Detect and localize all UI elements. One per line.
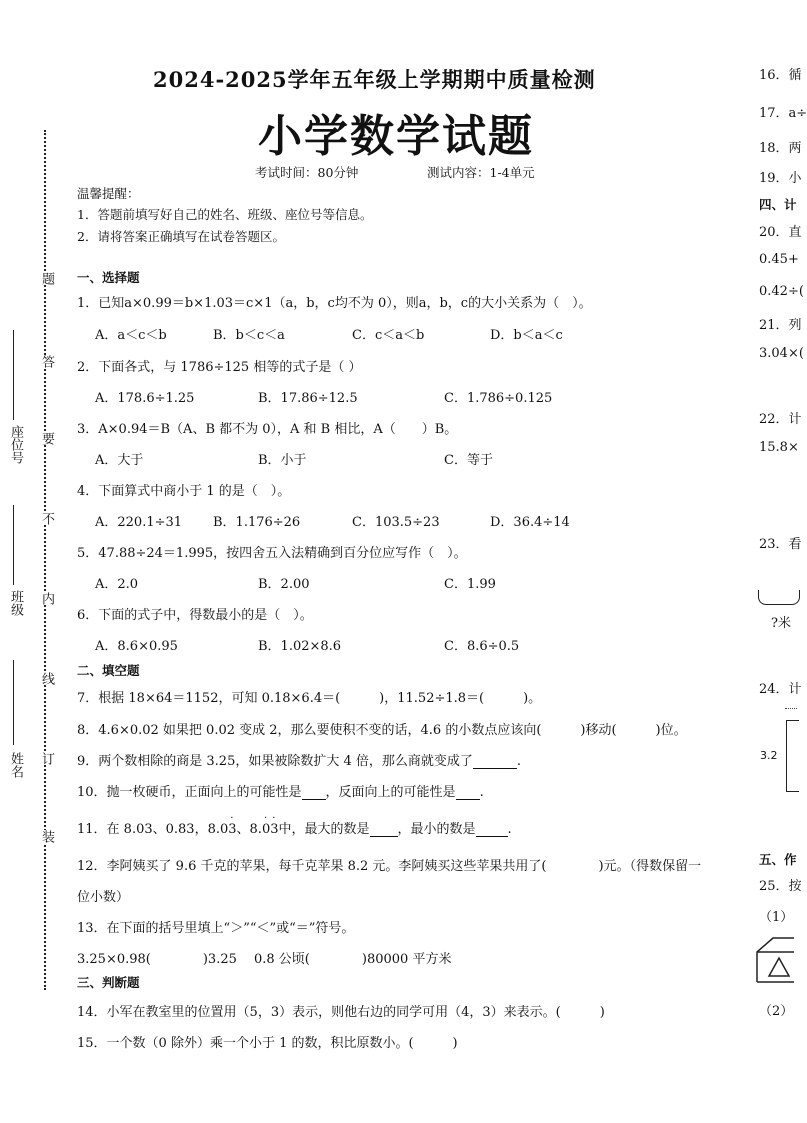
right-col-text: 17．a÷ [759,106,807,121]
question-9: 9．两个数相除的商是 3.25，如果被除数扩大 4 倍，那么商就变成了 . [77,754,522,769]
right-col-text: 22．计 [759,412,802,427]
right-col-text: 3.04×( [759,346,804,361]
brace-shape [758,590,800,605]
right-col-text: 24．计 [759,682,802,697]
question-12: 12．李阿姨买了 9.6 千克的苹果，每千克苹果 8.2 元。李阿姨买这些苹果共用了( )元。（得数保留一 [77,859,702,874]
option: B．17.86÷12.5 [258,391,358,406]
option: D．b＜a＜c [490,328,563,343]
question-14: 14．小军在教室里的位置用（5，3）表示，则他右边的同学可用（4，3）来表示。( ) [77,1005,605,1020]
question-3: 3．A×0.94＝B（A、B 都不为 0），A 和 B 相比，A（ ）B。 [77,422,458,437]
section-fill-title: 二、填空题 [77,663,140,678]
right-col-text: 20．直 [759,225,802,240]
option: A．178.6÷1.25 [95,391,195,406]
right-col-text: 0.42÷( [759,284,804,299]
section-judge-title: 三、判断题 [77,975,140,990]
option: B．1.02×8.6 [258,639,342,654]
seal-char: 不 [39,512,54,525]
question-1: 1．已知a×0.99＝b×1.03＝c×1（a，b，c均不为 0），则a，b，c的大小关系为（ ）。 [77,296,592,311]
seat-label: 座位号 [8,425,23,464]
house-figure [755,932,794,984]
option: A．2.0 [95,577,139,592]
right-col-text: 21．列 [759,318,802,333]
right-col-text: 18．两 [759,141,802,156]
option: B．2.00 [258,577,310,592]
question-2: 2．下面各式，与 1786÷125 相等的式子是（ ） [77,360,362,375]
seal-char: 线 [39,672,54,685]
rectangle-figure [786,720,799,792]
reminder-item: 2．请将答案正确填写在试卷答题区。 [77,229,285,244]
right-col-text: 25．按 [759,879,802,894]
figure-line [785,708,797,710]
seal-char: 内 [39,592,54,605]
question-7: 7．根据 18×64＝1152，可知 0.18×6.4＝( )，11.52÷1.8＝( )。 [77,691,542,706]
option: C．等于 [444,453,493,468]
reminder-head: 温馨提醒： [77,186,140,201]
name-blank-line [13,660,14,745]
option: A．8.6×0.95 [95,639,178,654]
name-label: 姓名 [8,752,23,778]
question-5: 5．47.88÷24＝1.995，按四舍五入法精确到百分位应写作（ ）。 [77,546,467,561]
question-8: 8．4.6×0.02 如果把 0.02 变成 2，那么要使积不变的话，4.6 的小数点应该向( )移动( )位。 [77,723,687,738]
seal-char: 题 [39,272,54,285]
option: A．a＜c＜b [95,328,167,343]
option: B．小于 [258,453,307,468]
class-blank-line [13,505,14,585]
option: A．220.1÷31 [95,515,183,530]
question-12-cont: 位小数） [77,890,130,905]
option: C．103.5÷23 [352,515,440,530]
right-col-text: 四、计 [759,197,797,212]
figure-label: 3.2 [760,749,778,762]
reminder-item: 1．答题前填写好自己的姓名、班级、座位号等信息。 [77,207,373,222]
question-11: 11．在 8.03、0.83，8.03 · 、8.0 · 3 · 中，最大的数是 ，最小的数是 . [77,813,512,837]
right-col-text: 19．小 [759,171,802,186]
seal-char: 要 [39,432,54,445]
dotted-binding-line [44,130,46,990]
right-col-text: 16．循 [759,68,802,83]
right-col-text: 五、作 [759,852,797,867]
question-6: 6．下面的式子中，得数最小的是（ ）。 [77,608,313,623]
question-15: 15．一个数（0 除外）乘一个小于 1 的数，积比原数小。( ) [77,1036,458,1051]
option: B．1.176÷26 [213,515,301,530]
question-13: 13．在下面的括号里填上“＞”“＜”或“＝”符号。 [77,921,355,936]
option: B．b＜c＜a [213,328,285,343]
class-label: 班级 [8,590,23,616]
right-col-text: 15.8× [759,440,799,455]
right-col-text: （2） [759,1004,794,1019]
option: C．8.6÷0.5 [444,639,520,654]
section-choice-title: 一、选择题 [77,270,140,285]
exam-time: 考试时间：80分钟 [255,165,359,180]
seat-blank-line [13,330,14,420]
option: D．36.4÷14 [490,515,570,530]
exam-subtitle: 小学数学试题 [258,111,534,162]
question-4: 4．下面算式中商小于 1 的是（ ）。 [77,484,291,499]
right-col-text: （1） [759,910,794,925]
question-13-items: 3.25×0.98( )3.25 0.8 公顷( )80000 平方米 [77,952,452,967]
right-col-text: 23．看 [759,537,802,552]
option: C．1.99 [444,577,496,592]
seal-char: 答 [39,355,54,368]
option: C．c＜a＜b [352,328,425,343]
option: C．1.786÷0.125 [444,391,553,406]
question-10: 10．抛一枚硬币，正面向上的可能性是 ，反面向上的可能性是 . [77,785,484,800]
right-col-text: 0.45+ [759,252,799,267]
exam-content: 测试内容：1-4单元 [427,165,535,180]
seal-char: 装 [39,830,54,843]
option: A．大于 [95,453,144,468]
exam-title: 2024-2025学年五年级上学期期中质量检测 [153,67,596,92]
seal-char: 订 [39,752,54,765]
right-col-text: ?米 [771,616,791,631]
